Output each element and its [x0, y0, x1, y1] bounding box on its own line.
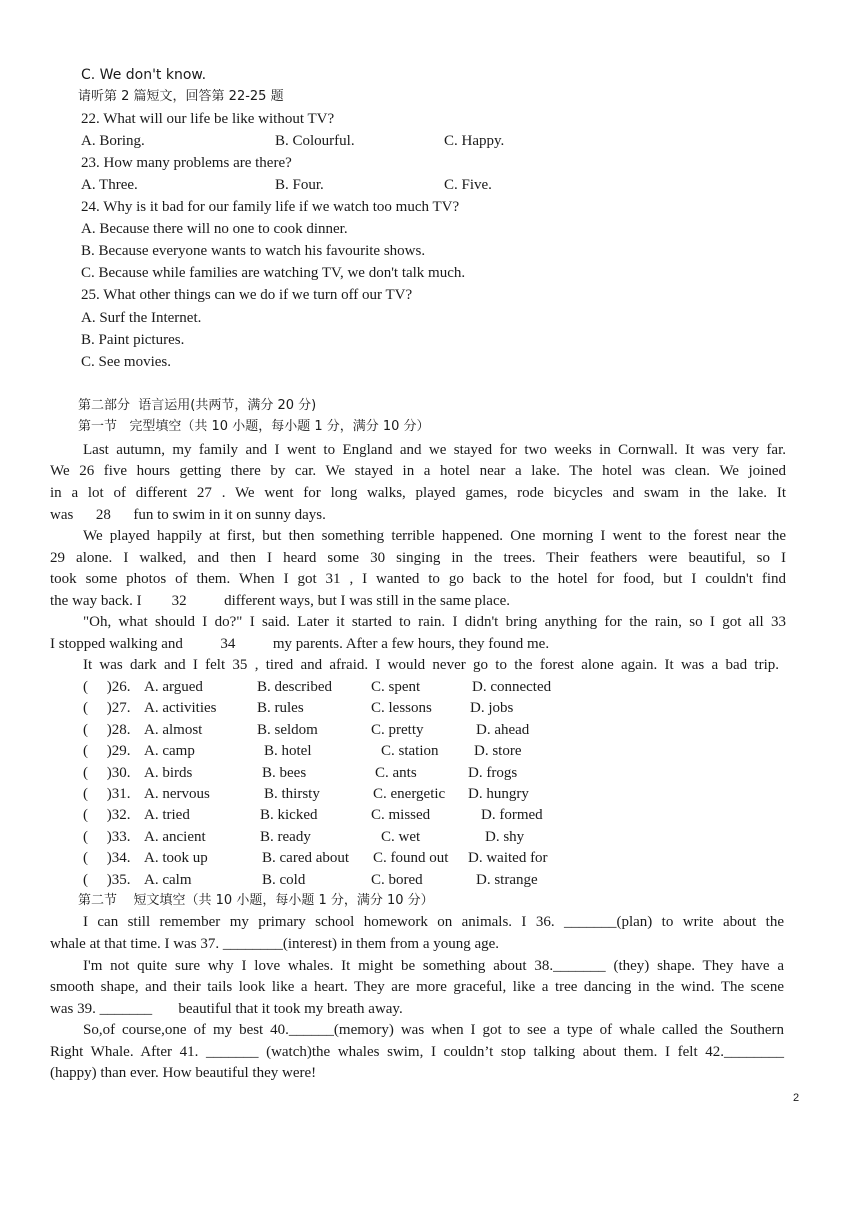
cloze-line: We played happily at first, but then something terrible happened. One morning I went to the forest near the [83, 528, 786, 544]
q24-option-b: B. Because everyone wants to watch his favourite shows. [81, 243, 426, 259]
cloze-line: in a lot of different 27 . We went for long walks, played games, rode bicycles and swam in the lake. It [50, 485, 786, 501]
q25-option-b: B. Paint pictures. [81, 332, 185, 348]
option-number: ( )26. [83, 679, 131, 695]
option-a[interactable]: A. nervous [144, 786, 210, 802]
option-number: ( )32. [83, 807, 131, 823]
listening-instruction: 请听第 2 篇短文，回答第 22-25 题 [78, 89, 284, 104]
option-number: ( )31. [83, 786, 131, 802]
option-b[interactable]: B. ready [260, 829, 311, 845]
option-c[interactable]: C. ants [375, 765, 417, 781]
option-b[interactable]: B. cared about [262, 850, 350, 866]
fill-line: smooth shape, and their tails look like a heart. They are more graceful, like a tree dancing in the wind. The scene [50, 979, 784, 995]
option-c[interactable]: C. spent [371, 679, 421, 695]
option-c[interactable]: C. station [381, 743, 439, 759]
q23-option-c: C. Five. [444, 177, 492, 193]
fill-line: was 39. _______ beautiful that it took my breath away. [50, 1001, 403, 1017]
q25-option-c: C. See movies. [81, 354, 171, 370]
part2-heading: 第二部分 语言运用(共两节，满分 20 分) [78, 398, 317, 413]
q22-stem: 22. What will our life be like without TV? [81, 111, 335, 127]
cloze-line: We 26 five hours getting there by car. We stayed in a hotel near a lake. The hotel was clean. We joined [50, 463, 786, 479]
option-a[interactable]: A. almost [144, 722, 203, 738]
q22-option-a: A. Boring. [81, 133, 145, 149]
option-d[interactable]: D. strange [476, 872, 538, 888]
option-c[interactable]: C. missed [371, 807, 431, 823]
option-c[interactable]: C. lessons [371, 700, 432, 716]
fill-line: So,of course,one of my best 40.______(memory) was when I got to see a type of whale called the Southern [83, 1022, 784, 1038]
q23-option-b: B. Four. [275, 177, 324, 193]
fill-line: I can still remember my primary school homework on animals. I 36. _______(plan) to write about the [83, 914, 784, 930]
cloze-line: the way back. I 32 different ways, but I was still in the same place. [50, 593, 511, 609]
option-d[interactable]: D. jobs [470, 700, 514, 716]
option-c[interactable]: C. energetic [373, 786, 446, 802]
q24-option-a: A. Because there will no one to cook dinner. [81, 221, 348, 237]
cloze-line: 29 alone. I walked, and then I heard some 30 singing in the trees. Their feathers were beautiful, so I [50, 550, 786, 566]
option-b[interactable]: B. cold [262, 872, 306, 888]
option-a[interactable]: A. activities [144, 700, 217, 716]
option-a[interactable]: A. argued [144, 679, 203, 695]
option-a[interactable]: A. took up [144, 850, 208, 866]
page-number: 2 [793, 1092, 800, 1104]
option-a[interactable]: A. calm [144, 872, 192, 888]
fill-line: Right Whale. After 41. _______ (watch)the whales swim, I couldn’t stop talking about them. I felt 42.________ [50, 1044, 784, 1060]
option-c[interactable]: C. pretty [371, 722, 424, 738]
option-d[interactable]: D. waited for [468, 850, 548, 866]
option-a[interactable]: A. ancient [144, 829, 206, 845]
option-d[interactable]: D. shy [485, 829, 525, 845]
section2-heading: 第二节 短文填空（共 10 小题，每小题 1 分，满分 10 分） [78, 893, 434, 908]
q22-option-b: B. Colourful. [275, 133, 355, 149]
option-b[interactable]: B. seldom [257, 722, 318, 738]
option-number: ( )35. [83, 872, 131, 888]
option-a[interactable]: A. camp [144, 743, 195, 759]
q24-option-c: C. Because while families are watching TV, we don't talk much. [81, 265, 466, 281]
option-c[interactable]: C. found out [373, 850, 449, 866]
q25-stem: 25. What other things can we do if we turn off our TV? [81, 287, 413, 303]
option-number: ( )30. [83, 765, 131, 781]
fill-line: (happy) than ever. How beautiful they were! [50, 1065, 317, 1081]
fill-line: whale at that time. I was 37. ________(interest) in them from a young age. [50, 936, 500, 952]
q25-option-a: A. Surf the Internet. [81, 310, 202, 326]
cloze-line: was 28 fun to swim in it on sunny days. [50, 507, 326, 523]
section1-heading: 第一节 完型填空（共 10 小题，每小题 1 分，满分 10 分） [78, 419, 430, 434]
option-b[interactable]: B. described [257, 679, 332, 695]
cloze-line: Last autumn, my family and I went to England and we stayed for two weeks in Cornwall. It was very far. [83, 442, 786, 458]
fill-line: I'm not quite sure why I love whales. It might be something about 38._______ (they) shape. They have a [83, 958, 784, 974]
option-b[interactable]: B. hotel [264, 743, 312, 759]
option-d[interactable]: D. connected [472, 679, 552, 695]
option-b[interactable]: B. thirsty [264, 786, 320, 802]
q23-option-a: A. Three. [81, 177, 138, 193]
option-number: ( )29. [83, 743, 131, 759]
option-number: ( )33. [83, 829, 131, 845]
q24-stem: 24. Why is it bad for our family life if we watch too much TV? [81, 199, 460, 215]
option-b[interactable]: B. rules [257, 700, 304, 716]
option-d[interactable]: D. ahead [476, 722, 530, 738]
q23-stem: 23. How many problems are there? [81, 155, 292, 171]
option-d[interactable]: D. store [474, 743, 522, 759]
option-b[interactable]: B. kicked [260, 807, 318, 823]
cloze-line: I stopped walking and 34 my parents. After a few hours, they found me. [50, 636, 550, 652]
option-number: ( )27. [83, 700, 131, 716]
option-d[interactable]: D. frogs [468, 765, 518, 781]
cloze-line: "Oh, what should I do?" I said. Later it started to rain. I didn't bring anything for the rain, so I got all 33 [83, 614, 786, 630]
option-a[interactable]: A. birds [144, 765, 193, 781]
option-d[interactable]: D. formed [481, 807, 543, 823]
q22-option-c: C. Happy. [444, 133, 505, 149]
option-a[interactable]: A. tried [144, 807, 190, 823]
option-c[interactable]: C. bored [371, 872, 423, 888]
option-number: ( )28. [83, 722, 131, 738]
option-c[interactable]: C. wet [381, 829, 421, 845]
cloze-line: took some photos of them. When I got 31 , I wanted to go back to the hotel for food, but I couldn't find [50, 571, 786, 587]
option-number: ( )34. [83, 850, 131, 866]
option-d[interactable]: D. hungry [468, 786, 529, 802]
cloze-line: It was dark and I felt 35 , tired and afraid. I would never go to the forest alone again. It was a bad trip. [83, 657, 779, 673]
option-c-previous: C. We don't know. [81, 67, 207, 83]
option-b[interactable]: B. bees [262, 765, 307, 781]
